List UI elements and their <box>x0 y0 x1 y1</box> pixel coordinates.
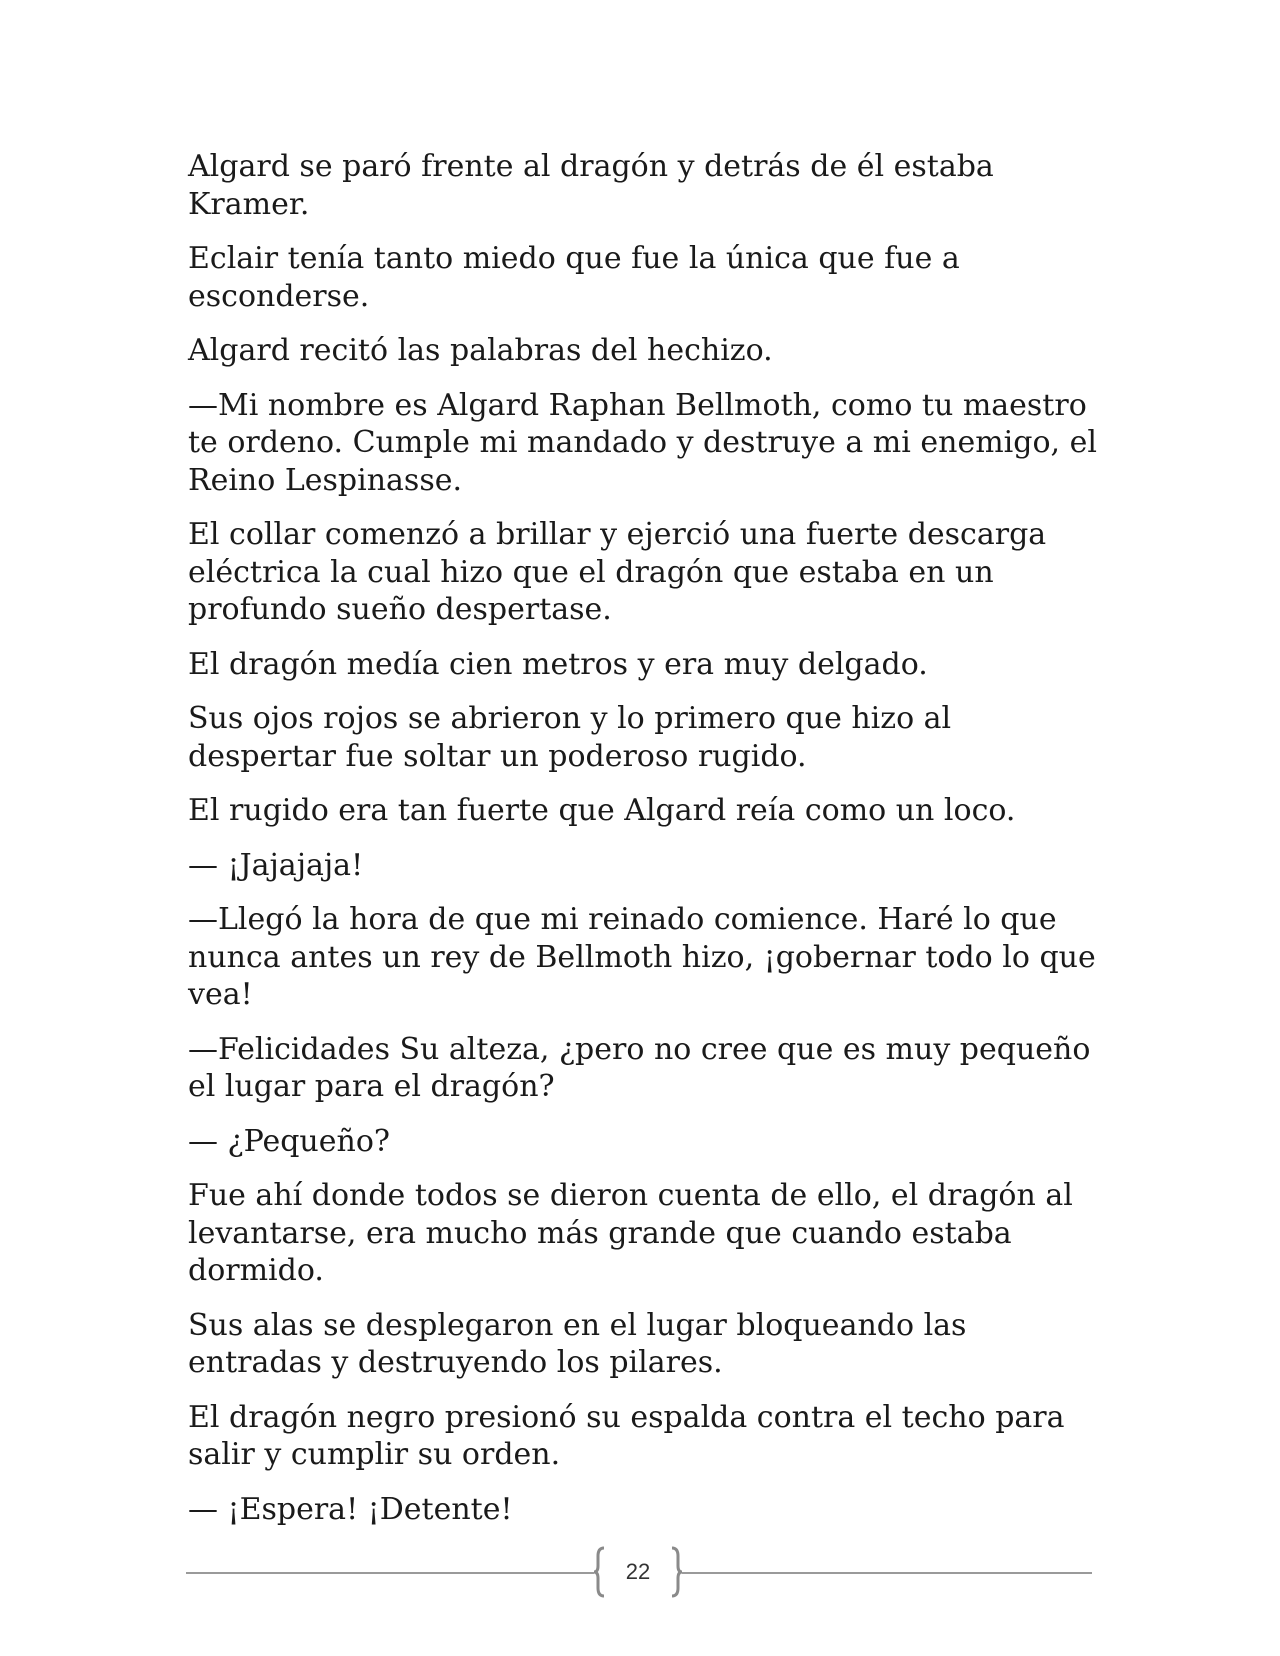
dialogue-line: — ¡Jajajaja! <box>188 847 364 883</box>
paragraph: El dragón medía cien metros y era muy delgado. <box>188 646 928 682</box>
dialogue-line: —Llegó la hora de que mi reinado comience. Haré lo que nunca antes un rey de Bellmoth hizo, ¡gobernar todo lo que vea! <box>188 902 1096 1012</box>
page-body-text <box>188 148 1108 1545</box>
right-brace-ornament <box>670 1546 682 1598</box>
paragraph: El dragón negro presionó su espalda contra el techo para salir y cumplir su orden. <box>188 1399 1065 1472</box>
paragraph: Eclair tenía tanto miedo que fue la única que fue a esconderse. <box>188 241 960 314</box>
paragraph: Sus ojos rojos se abrieron y lo primero que hizo al despertar fue soltar un poderoso rugido. <box>188 701 952 774</box>
footer-rule-right <box>682 1572 1092 1574</box>
paragraph: Algard recitó las palabras del hechizo. <box>188 333 773 368</box>
paragraph: Algard se paró frente al dragón y detrás de él estaba Kramer. <box>188 149 994 222</box>
paragraph: Sus alas se desplegaron en el lugar bloqueando las entradas y destruyendo los pilares. <box>188 1307 967 1380</box>
footer-rule-left <box>186 1572 594 1574</box>
paragraph: El rugido era tan fuerte que Algard reía como un loco. <box>188 793 1016 828</box>
paragraph: Fue ahí donde todos se dieron cuenta de ello, el dragón al levantarse, era mucho más grande que cuando estaba dormido. <box>188 1178 1073 1288</box>
left-brace-ornament <box>594 1546 606 1598</box>
page-number: 22 <box>625 1559 651 1584</box>
page-footer <box>186 1546 1092 1600</box>
dialogue-line: — ¡Espera! ¡Detente! <box>188 1491 513 1527</box>
dialogue-line: —Felicidades Su alteza, ¿pero no cree que es muy pequeño el lugar para el dragón? <box>188 1031 1091 1104</box>
paragraph: El collar comenzó a brillar y ejerció una fuerte descarga eléctrica la cual hizo que el dragón que estaba en un profundo sueño despertase. <box>188 517 1047 627</box>
dialogue-line: — ¿Pequeño? <box>188 1123 390 1159</box>
paragraph: —Mi nombre es Algard Raphan Bellmoth, como tu maestro te ordeno. Cumple mi mandado y destruye a mi enemigo, el Reino Lespinasse. <box>188 387 1097 498</box>
